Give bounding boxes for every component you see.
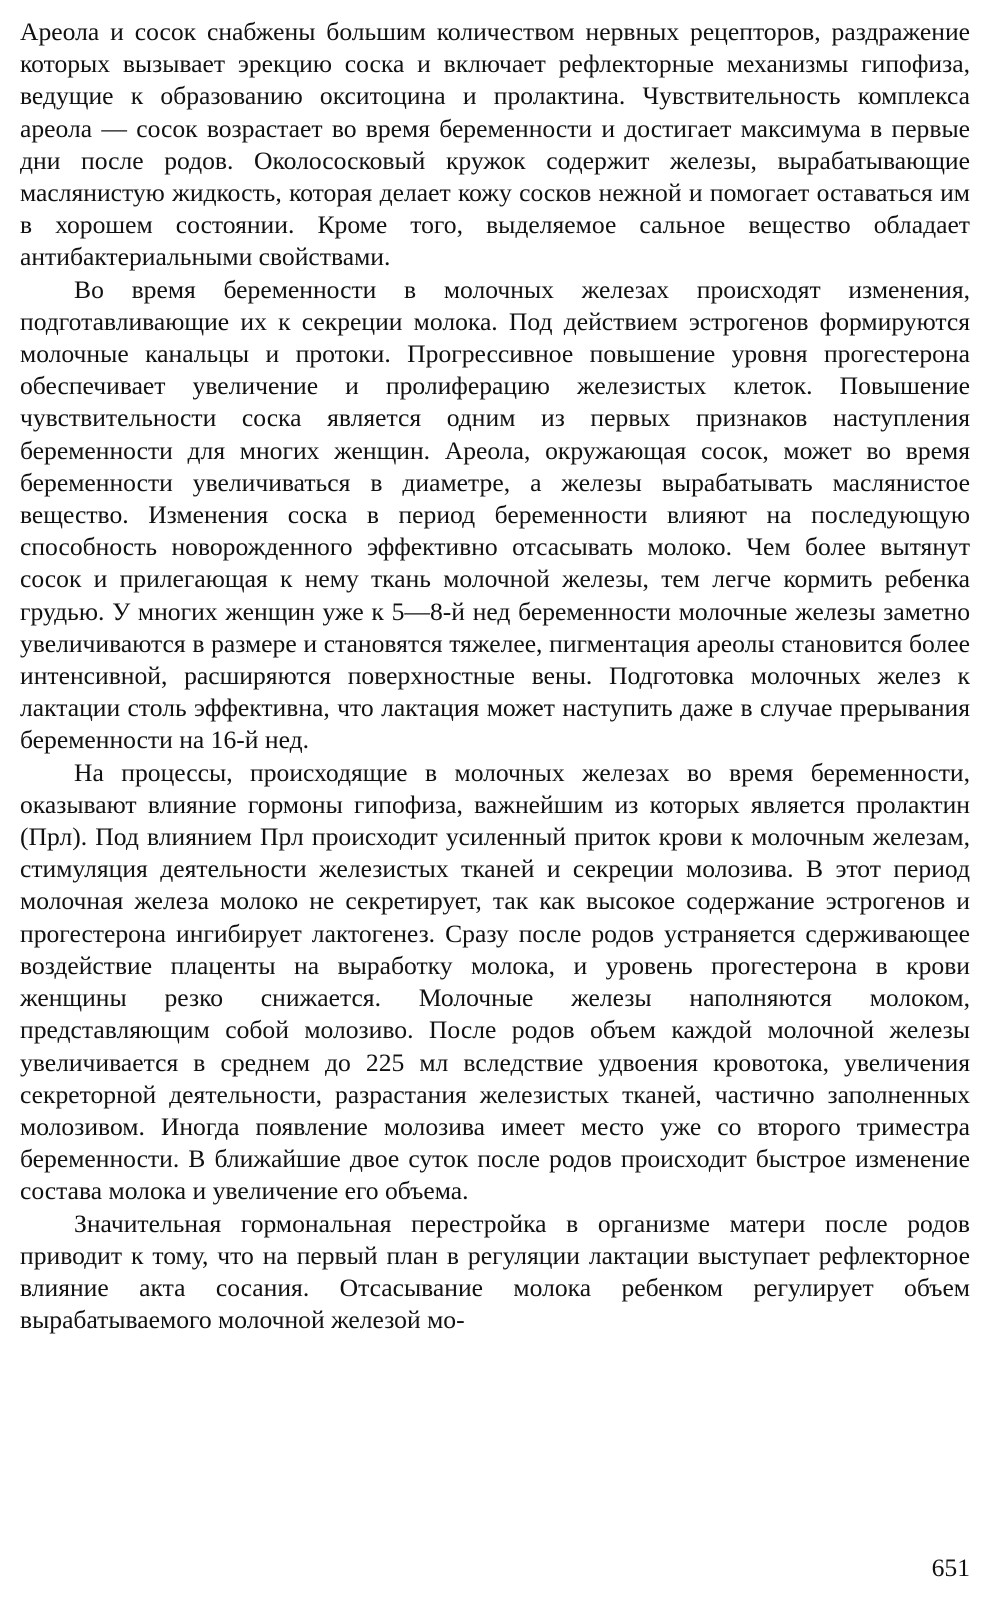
book-page (20, 16, 970, 1584)
body-text (20, 16, 970, 1336)
paragraph-4: Значительная гормональная перестройка в организме матери после родов приводит к тому, что на первый план в регуляции лактации выступает рефлекторное влияние акта сосания. Отсасывание молока ребенком регулирует объем вырабатываемого молочной железой мо- (20, 1208, 970, 1335)
paragraph-3: На процессы, происходящие в молочных железах во время беременности, оказывают влияние гормоны гипофиза, важнейшим из которых является пролактин (Прл). Под влиянием Прл происходит усиленный приток крови к молочным железам, стимуляция деятельности железистых тканей и секреции молозива. В этот период молочная железа молоко не секретирует, так как высокое содержание эстрогенов и прогестерона ингибирует лактогенез. Сразу после родов устраняется сдерживающее воздействие плаценты на выработку молока, и уровень прогестерона в крови женщины резко снижается. Молочные железы наполняются молоком, представляющим собой молозиво. После родов объем каждой молочной железы увеличивается в среднем до 225 мл вследствие удвоения кровотока, увеличения секреторной деятельности, разрастания железистых тканей, частично заполненных молозивом. Иногда появление молозива имеет место уже со второго триместра беременности. В ближайшие двое суток после родов происходит быстрое изменение состава молока и увеличение его объема. (20, 757, 970, 1206)
paragraph-2: Во время беременности в молочных железах происходят изменения, подготавливающие их к секреции молока. Под действием эстрогенов формируются молочные канальцы и протоки. Прогрессивное повышение уровня прогестерона обеспечивает увеличение и пролиферацию железистых клеток. Повышение чувствительности соска является одним из первых признаков наступления беременности для многих женщин. Ареола, окружающая сосок, может во время беременности увеличиваться в диаметре, а железы вырабатывать маслянистое вещество. Изменения соска в период беременности влияют на последующую способность новорожденного эффективно отсасывать молоко. Чем более вытянут сосок и прилегающая к нему ткань молочной железы, тем легче кормить ребенка грудью. У многих женщин уже к 5—8-й нед беременности молочные железы заметно увеличиваются в размере и становятся тяжелее, пигментация ареолы становится более интенсивной, расширяются поверхностные вены. Подготовка молочных желез к лактации столь эффективна, что лактация может наступить даже в случае прерывания беременности на 16-й нед. (20, 274, 970, 755)
page-number: 651 (931, 1553, 970, 1582)
paragraph-1: Ареола и сосок снабжены большим количеством нервных рецепторов, раздражение которых вызывает эрекцию соска и включает рефлекторные механизмы гипофиза, ведущие к образованию окситоцина и пролактина. Чувствительность комплекса ареола — сосок возрастает во время беременности и достигает максимума в первые дни после родов. Околососковый кружок содержит железы, вырабатывающие маслянистую жидкость, которая делает кожу сосков нежной и помогает оставаться им в хорошем состоянии. Кроме того, выделяемое сальное вещество обладает антибактериальными свойствами. (20, 17, 970, 272)
